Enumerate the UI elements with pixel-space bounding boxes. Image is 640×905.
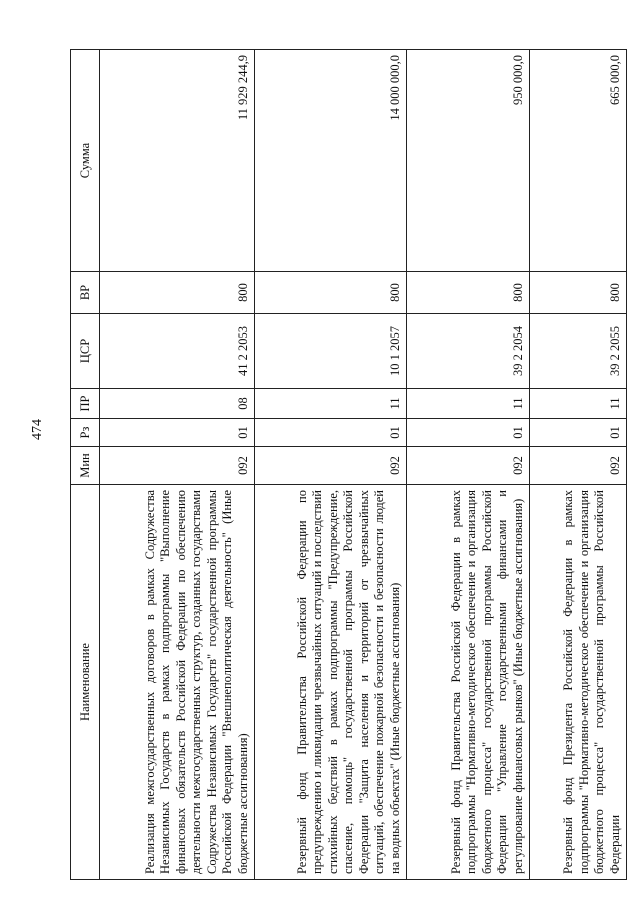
row-csr: 39 2 2054	[407, 314, 530, 389]
row-name: Резервный фонд Президента Российской Федерации в рамках подпрограммы "Нормативно-методическое обеспечение и организация бюджетного процесса" государственной программы Российской Федерации	[530, 485, 627, 880]
row-vr: 800	[100, 272, 255, 314]
table-row	[530, 50, 627, 880]
row-sum: 11 929 244,9	[100, 50, 255, 272]
row-csr: 10 1 2057	[255, 314, 407, 389]
page-number: 474	[30, 419, 45, 440]
row-pr: 11	[530, 389, 627, 419]
row-rz: 01	[407, 419, 530, 447]
row-vr: 800	[255, 272, 407, 314]
row-name: Резервный фонд Правительства Российской Федерации в рамках подпрограммы "Нормативно-методическое обеспечение и организация бюджетного процесса" государственной программы Российской Федерации "Управление государственными финансами и регулирование финансовых рынков" (Иные бюджетные ассигнования)	[407, 485, 530, 880]
table-row	[407, 50, 530, 880]
budget-table-container	[70, 50, 625, 880]
header-csr: ЦСР	[71, 314, 100, 389]
row-rz: 01	[255, 419, 407, 447]
row-rz: 01	[530, 419, 627, 447]
row-name: Реализация межгосударственных договоров в рамках Содружества Независимых Государств в рамках подпрограммы "Выполнение финансовых обязательств Российской Федерации по обеспечению деятельности межгосударственных структур, созданных государствами Содружества Независимых Государств" государственной программы Российской Федерации "Внешнеполитическая деятельность" (Иные бюджетные ассигнования)	[100, 485, 255, 880]
row-min: 092	[100, 447, 255, 485]
row-vr: 800	[407, 272, 530, 314]
row-csr: 41 2 2053	[100, 314, 255, 389]
row-rz: 01	[100, 419, 255, 447]
row-pr: 08	[100, 389, 255, 419]
header-name: Наименование	[71, 485, 100, 880]
header-pr: ПР	[71, 389, 100, 419]
row-sum: 950 000,0	[407, 50, 530, 272]
header-min: Мин	[71, 447, 100, 485]
row-sum: 14 000 000,0	[255, 50, 407, 272]
row-pr: 11	[255, 389, 407, 419]
row-sum: 665 000,0	[530, 50, 627, 272]
header-vr: ВР	[71, 272, 100, 314]
row-vr: 800	[530, 272, 627, 314]
row-csr: 39 2 2055	[530, 314, 627, 389]
table-row	[255, 50, 407, 880]
budget-table	[70, 49, 627, 880]
row-name: Резервный фонд Правительства Российской Федерации по предупреждению и ликвидации чрезвычайных ситуаций и последствий стихийных бедствий в рамках подпрограммы "Предупреждение, спасение, помощь" государственной программы Российской Федерации "Защита населения и территорий от чрезвычайных ситуаций, обеспечение пожарной безопасности и безопасности людей на водных объектах" (Иные бюджетные ассигнования)	[255, 485, 407, 880]
row-pr: 11	[407, 389, 530, 419]
table-header-row	[71, 50, 100, 880]
header-rz: Рз	[71, 419, 100, 447]
header-sum: Сумма	[71, 50, 100, 272]
row-min: 092	[255, 447, 407, 485]
row-min: 092	[530, 447, 627, 485]
table-row	[100, 50, 255, 880]
row-min: 092	[407, 447, 530, 485]
